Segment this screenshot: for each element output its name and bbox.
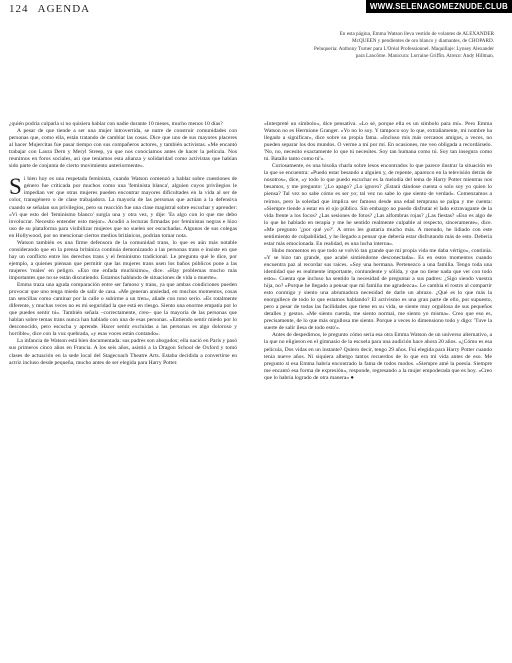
credit-team: Peluquería: Anthony Turner para L'Oréal Professionnel. Maquillaje: Lynsey Alexander para Lancôme. Manicura: Lorraine Griffin. Atrezo: Andy Hillman. (314, 46, 495, 59)
paragraph: Watson también es una firme defensora de la comunidad trans, lo que es aún más notable considerando que en la prensa británica continúa demonizando a las personas trans e insiste en que hay un conflicto entre los derechos trans y el feminismo tradicional. Le pregunto qué le dice, por ejemplo, a quienes piensan que permitir que las mujeres trans usen los baños públicos pone a las mujeres 'reales' en peligro. «Eso me enfada muchísimo», dice. «Hay problemas mucho más importantes que no se están discutiendo. Estamos hablando de situaciones de vida o muerte». (9, 239, 237, 281)
paragraph: La infancia de Watson está bien documentada: sus padres son abogados; ella nació en París y pasó sus primeros cinco años en Francia. A los seis años, asistió a la Dragon School de Oxford y tomó clases de actuación en la sede local del Stagecoach Theatre Arts. Estaba decidida a convertirse en actriz incluso desde pequeña, mucho antes de ser elegida para Harry Potter. (9, 338, 237, 366)
paragraph: Emma traza una aguda comparación entre ser famoso y trans, ya que ambas condiciones pueden provocar que uno tenga miedo de salir de casa. «Me generan ansiedad, en muchos momentos, cosas tan sencillas como caminar por la calle o subirme a un tren», añade con tono serio. «Es totalmente diferente, y muchas veces no es mi seguridad la que está en riesgo. Siento una enorme empatía por lo que puedes sentir tú». También señala –correctamente, creo– que la mayoría de las personas que hablan sobre temas trans nunca han hablado con una de esas personas. «Entiendo sentir miedo por lo desconocido, pero escucha y aprende. Hacer sentir excluidas a las personas es algo doloroso y horrible», dice con la voz quebrada, «y esas voces están contando». (9, 282, 237, 338)
article-column-right (264, 121, 492, 382)
paragraph: Curiosamente, es una bisoña charla sobre lesos encontrados lo que parece ilustrar la situación en la que se encuentra: «Puedo estar besando a alguien y, de repente, aparezco en la televisión detrás de nosotros», dice, «y todo lo que puedo escuchar es la melodía del tema de Harry Potter mientras nos besamos, y me pregunto: '¿Lo apago? ¿Lo ignoro? ¿Estará dándose cuenta o solo soy yo quien lo piensa? Tal vez no sabe cómo es ser yo; tal vez no sabe lo que siento de verdad». Comenzamos a reírnos, pero la soledad que implica ser famoso desde una edad temprana se palpa y me cuenta: «Siempre tiende a estar en el ojo público. Sin embargo no puedo disfrutar el lado extravagante de la vida frente a los focos? ¿Las sesiones de fotos? ¿Las alfombras rojas? ¿Las fiestas? «Eso es algo de lo que he hablado en terapia y me he sentido realmente culpable al respecto, sinceramente», dice. «Me pregunto '¿por qué yo?'. A otros les gustaría mucho más. A menudo, he lidiado con este sentimiento de culpabilidad, y he llegado a pensar que debería estar disfrutando más de esto. Debería estar más emocionada. En realidad, es una lucha interna». (264, 163, 492, 247)
article-column-left (9, 121, 237, 367)
section-title: AGENDA (37, 3, 91, 15)
paragraph: «Interpreté un símbolo», dice pensativa. «Lo sé, porque ella es un símbolo para mí». Pero Emma Watson no es Hermione Granger. «Yo no lo soy. Y tampoco soy lo que, extrañamente, mi nombre ha llegado a significar», dice sobre su propia fama. «Incluso mis más cercanos amigos, a veces, no pueden separar los dos mundos. O verme a mí por mí. En ocasiones, me veo obligada a recordárselo. 'No, no, necesito exactamente lo que tú necesites. Soy tan humana como tú. Soy tan insegura como tú. Batallo tanto como tú'». (264, 121, 492, 163)
paragraph: Hubo momentos en que todo se volvió tan grande que mi propia vida me daba vértigo», continúa. «Y se hizo tan grande, que acabé sintiéndome desconectada». Es en estos momentos cuando encuentra paz al recordar sus raíces. «Soy una hermana. Pertenezco a una familia. Tengo toda una identidad que es realmente importante, contundente y sólida, y que no tiene nada que ver con todo esto». Cuenta que incluso ha sentido la necesidad de preguntar a sus padres: ¿Sigo siendo vuestra hija, no? «Porque he llegado a pensar que mi familia me agradezca». Le cambia el rostro al compartir esto conmigo y siento una abrumadora necesidad de darle un abrazo. ¿Qué es lo que más la enorgullece de todo lo que estamos hablando? El activismo es una gran parte de ello, por supuesto, pero a pesar de todas las facilidades que tiene en su vida, se siente muy orgullosa de sus pequeños detalles y gestos. «Me siento cuerda, me siento normal, me siento yo misma». Creo que eso es, precisamente, de lo que más orgullosa me siento. Porque a veces lo dimensiono todo y digo: 'Tuve la suerte de salir ilesa de todo esto'». (264, 247, 492, 332)
photo-credits (314, 31, 494, 61)
page-number: 124 (9, 3, 29, 15)
paragraph: Antes de despedirnos, le pregunto cómo sería esa otra Emma Watson de un universo alternativo, a la que no eligieron en el gimnasio de la escuela para una audición hace ahora 20 años. «¿Cómo es esa película, Dos vidas en un instante? Quiero decir, tengo 29 años. Fui elegida para Harry Potter cuando tenía nueve años. Ni siquiera albergo tantos recuerdos de lo que era mi vida antes de eso. Me pregunto si esa Emma habría encontrado la fama de todos modos. «Siempre amé la poesía. Siempre me encantó esa forma de expresión», responde, regresando a la mujer empoderada que es hoy. «Creo que lo habría logrado de otra manera» ● (264, 332, 492, 381)
page-header (9, 3, 90, 15)
credit-outfit: En esta página, Emma Watson lleva vestido de volantes de ALEXANDER McQUEEN y pendientes de oro blanco y diamantes, de CHOPARD. (339, 31, 494, 44)
paragraph: A pesar de que tiende a ser una mujer introvertida, se nutre de construir comunidades con personas que, como ella, están tratando de cambiar las cosas. Dice que uno de sus mayores placeres al hacer Mujercitas fue pasar tiempo con sus compañeros actores, y también activistas. «Me encantó trabajar con Laura Dern y Meryl Streep, ya que nos conocíamos antes de hacer la película. Nos reunimos en foros sociales, así que teníamos esta alianza y solidaridad como activistas que habían sido parte de conjunta de cierto movimiento anteriormente». (9, 128, 237, 170)
paragraph: ¿quién podría culparla si no quisiera hablar con nadie durante 10 meses, mucho menos 10 días? (9, 121, 223, 127)
watermark-banner: WWW.SELENAGOMEZNUDE.CLUB (366, 0, 512, 13)
paragraph-dropcap: Si bien hoy es una respetada feminista, cuando Watson comenzó a hablar sobre cuestiones de género fue criticada por muchos como una 'feminista blanca', alguien cuyos privilegios le impedían ver que otras mujeres pueden encontrar mayores dificultades en la vida al ser de color, transgénero o de clase trabajadora. La mayoría de las personas que actúan a la defensiva cuando se señalan sus privilegios, pero su reacción fue una clase magistral sobre escuchar y aprender: «Vi que esto del 'feminismo blanco' surgía una y otra vez, y dije: 'Es algo con lo que me debo involucrar. Necesito entender esto mejor». Acudió a lecturas firmadas por feministas negras e hizo uso de su plataforma para visibilizar mujeres que no suelen ser escuchadas. Algunos de sus colegas en Hollywood, por no mencionar ciertos medios británicos, podrían tomar nota. (9, 174, 237, 239)
